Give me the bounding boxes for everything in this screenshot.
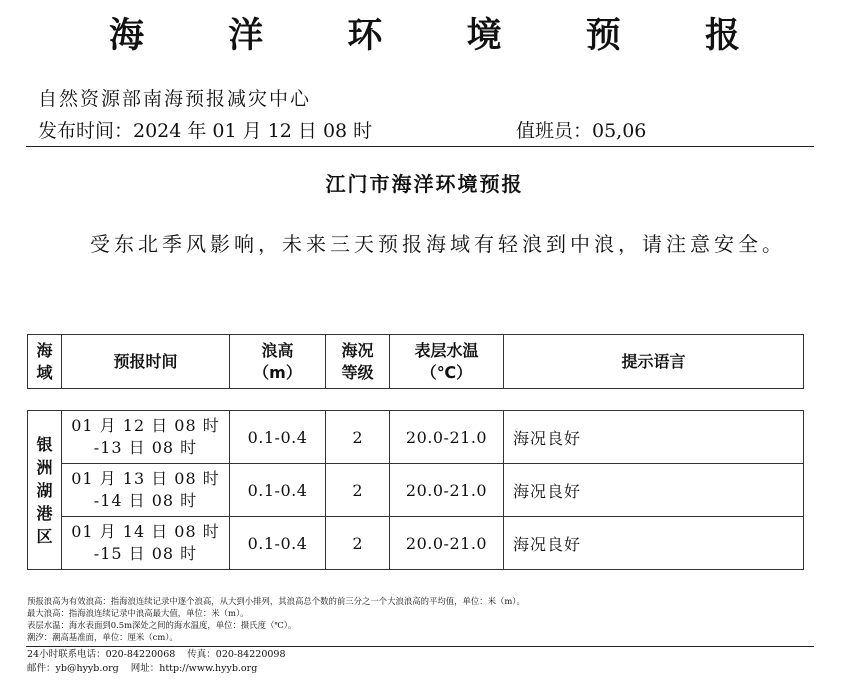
- surface-water-temp: 20.0-21.0: [390, 464, 504, 517]
- forecast-table-header: [27, 334, 804, 389]
- col-wave-line2: （m）: [253, 362, 302, 382]
- col-hint: 提示语言: [504, 335, 804, 389]
- forecast-period: [62, 517, 230, 570]
- footer-divider: [26, 646, 814, 647]
- email[interactable]: 邮件：yb@hyyb.org: [27, 663, 119, 674]
- website[interactable]: 网址：http://www.hyyb.org: [130, 663, 258, 674]
- issuing-agency: 自然资源部南海预报减灾中心: [38, 88, 312, 110]
- region-char: 湖: [36, 480, 53, 500]
- col-region-line2: 域: [36, 362, 53, 382]
- contact-line-web: [27, 662, 286, 676]
- forecast-summary: 受东北季风影响，未来三天预报海域有轻浪到中浪，请注意安全。: [90, 232, 786, 256]
- region-name: [28, 411, 62, 570]
- note-line: 潮汐：潮高基准面，单位：厘米（cm）。: [27, 632, 178, 642]
- forecast-table-body: [27, 410, 804, 570]
- col-wave: [230, 335, 326, 389]
- issue-line: [38, 116, 647, 143]
- definition-notes: [27, 595, 827, 643]
- contact-info: [27, 648, 286, 676]
- period-start: 01 月 14 日 08 时: [71, 522, 220, 541]
- duty-officer: 值班员：05,06: [516, 120, 647, 142]
- hint-text: 海况良好: [504, 464, 804, 517]
- sea-state-level: 2: [326, 517, 390, 570]
- table-row: [28, 411, 804, 464]
- contact-line-phone: [27, 648, 286, 662]
- region-char: 区: [36, 526, 53, 546]
- col-temp-line2: （℃）: [420, 362, 473, 382]
- sea-state-level: 2: [326, 411, 390, 464]
- surface-water-temp: 20.0-21.0: [390, 411, 504, 464]
- period-start: 01 月 13 日 08 时: [71, 469, 220, 488]
- wave-height: 0.1-0.4: [230, 411, 326, 464]
- region-char: 洲: [36, 457, 53, 477]
- period-end: -14 日 08 时: [93, 491, 198, 510]
- col-sea-line2: 等级: [341, 362, 374, 382]
- col-region: [28, 335, 62, 389]
- wave-height: 0.1-0.4: [230, 464, 326, 517]
- note-line: 最大浪高：指海浪连续记录中浪高最大值，单位：米（m）。: [27, 608, 249, 618]
- col-wave-line1: 浪高: [261, 340, 294, 360]
- hint-text: 海况良好: [504, 517, 804, 570]
- period-end: -13 日 08 时: [93, 438, 198, 457]
- forecast-period: [62, 464, 230, 517]
- region-char: 港: [36, 503, 53, 523]
- issue-time: 发布时间：2024 年 01 月 12 日 08 时: [38, 120, 373, 142]
- header-divider: [26, 146, 814, 147]
- region-char: 银: [36, 434, 53, 454]
- period-end: -15 日 08 时: [93, 544, 198, 563]
- table-row: [28, 517, 804, 570]
- surface-water-temp: 20.0-21.0: [390, 517, 504, 570]
- forecast-period: [62, 411, 230, 464]
- hint-text: 海况良好: [504, 411, 804, 464]
- note-line: 预报浪高为有效浪高：指海浪连续记录中逐个浪高，从大到小排列，其浪高总个数的前三分之一个大浪浪高的平均值，单位：米（m）。: [27, 596, 525, 606]
- period-start: 01 月 12 日 08 时: [71, 416, 220, 435]
- col-temp-line1: 表层水温: [414, 340, 479, 360]
- bulletin-title: 海 洋 环 境 预 报: [109, 15, 776, 56]
- col-temperature: [390, 335, 504, 389]
- col-time: 预报时间: [62, 335, 230, 389]
- sea-state-level: 2: [326, 464, 390, 517]
- col-sea-level: [326, 335, 390, 389]
- hotline: 24小时联系电话：020-84220068: [27, 649, 176, 660]
- note-line: 表层水温：海水表面到0.5m深处之间的海水温度，单位：摄氏度（℃）。: [27, 620, 297, 630]
- forecast-title: 江门市海洋环境预报: [325, 172, 524, 196]
- col-region-line1: 海: [36, 340, 53, 360]
- col-sea-line1: 海况: [341, 340, 374, 360]
- wave-height: 0.1-0.4: [230, 517, 326, 570]
- table-row: [28, 464, 804, 517]
- fax: 传真：020-84220098: [187, 649, 286, 660]
